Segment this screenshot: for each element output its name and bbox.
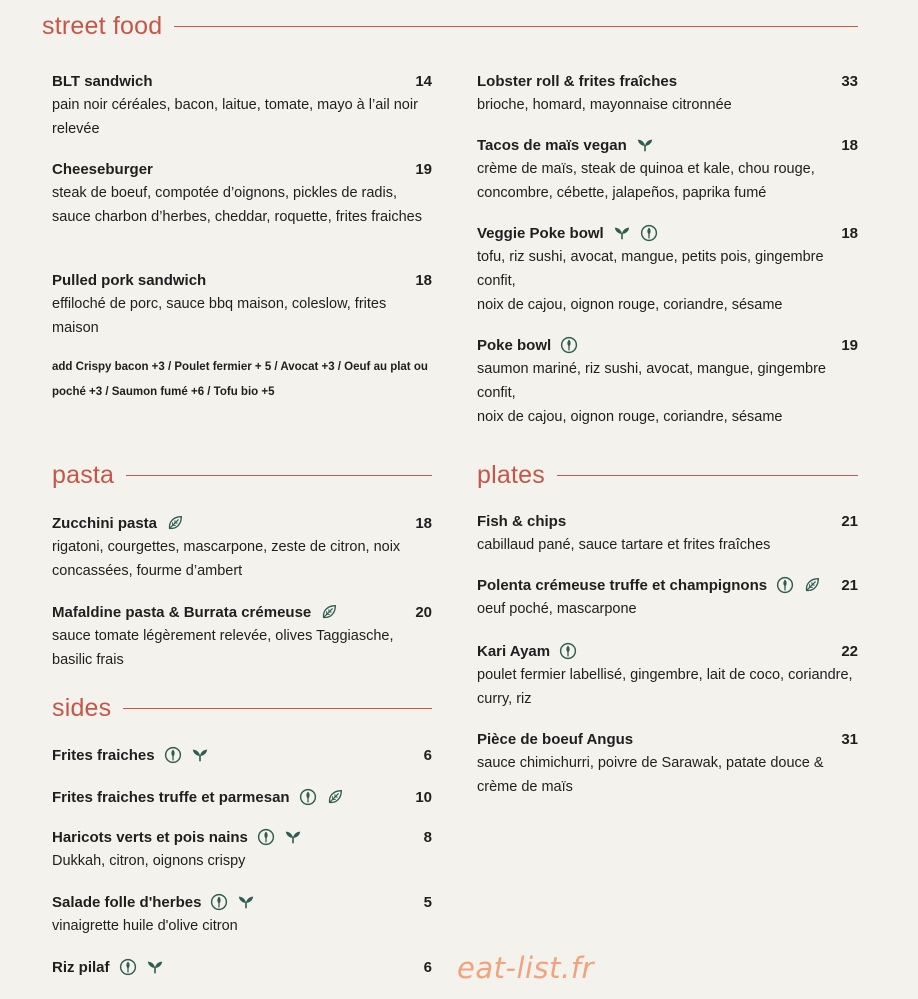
vegan-icon [613, 224, 631, 242]
menu-item [52, 826, 432, 873]
menu-item-name-text: BLT sandwich [52, 72, 153, 90]
menu-item-name-text: Mafaldine pasta & Burrata crémeuse [52, 603, 312, 621]
vegan-icon [636, 136, 654, 154]
menu-item-header [52, 891, 432, 913]
menu-item-name [52, 603, 338, 621]
menu-item-description: tofu, riz sushi, avocat, mangue, petits pois, gingembre confit, noix de cajou, oignon rouge, coriandre, sésame [477, 249, 824, 313]
menu-item [477, 574, 858, 621]
section-header [477, 459, 858, 491]
vegetarian-icon [320, 603, 338, 621]
menu-item-name-text: Riz pilaf [52, 958, 110, 976]
menu-item-name [477, 224, 658, 242]
menu-item-name [477, 336, 578, 354]
menu-item [477, 510, 858, 557]
menu-item-header [52, 269, 432, 291]
menu-item [52, 512, 432, 583]
gluten-free-icon [640, 224, 658, 242]
menu-item-header [477, 574, 858, 596]
menu-item-description: vinaigrette huile d'olive citron [52, 918, 238, 934]
menu-item-price: 31 [841, 730, 858, 748]
section-title: plates [477, 460, 545, 489]
section-title: sides [52, 693, 112, 722]
menu-item-header [52, 601, 432, 623]
menu-item-description: brioche, homard, mayonnaise citronnée [477, 97, 732, 113]
menu-item-name [477, 73, 677, 90]
menu-item-price: 18 [841, 224, 858, 242]
menu-item-header [52, 158, 432, 180]
gluten-free-icon [119, 958, 137, 976]
menu-item [52, 891, 432, 938]
gluten-free-icon [559, 642, 577, 660]
menu-item [477, 728, 858, 799]
menu-item-price: 19 [415, 160, 432, 178]
menu-item-price: 8 [423, 828, 432, 846]
menu-item [477, 640, 858, 711]
menu-item-description: sauce chimichurri, poivre de Sarawak, patate douce & crème de maïs [477, 755, 824, 795]
menu-item-name [52, 73, 153, 90]
menu-item-name [52, 828, 302, 846]
menu-item-price: 18 [415, 514, 432, 532]
menu-item-name-text: Poke bowl [477, 336, 552, 354]
watermark: eat-list.fr [457, 951, 594, 985]
section-sides [52, 692, 432, 724]
menu-item-header [52, 826, 432, 848]
menu-item-description: saumon mariné, riz sushi, avocat, mangue, gingembre confit, noix de cajou, oignon rouge, coriandre, sésame [477, 361, 826, 425]
menu-item-description: steak de boeuf, compotée d’oignons, pickles de radis, sauce charbon d’herbes, cheddar, roquette, frites fraiches [52, 185, 422, 225]
menu-item-name-text: Pièce de boeuf Angus [477, 730, 634, 748]
menu-item-header [52, 512, 432, 534]
section-divider [123, 708, 432, 709]
menu-item-name [52, 958, 164, 976]
menu-item-description: pain noir céréales, bacon, laitue, tomate, mayo à l’ail noir relevée [52, 97, 418, 137]
section-divider [557, 475, 858, 476]
menu-item-name-text: Veggie Poke bowl [477, 224, 604, 242]
menu-item-name-text: Zucchini pasta [52, 514, 158, 532]
menu-item-description: rigatoni, courgettes, mascarpone, zeste de citron, noix concassées, fourme d’ambert [52, 539, 401, 579]
menu-item-header [52, 786, 432, 808]
menu-item-description: effiloché de porc, sauce bbq maison, coleslow, frites maison [52, 296, 387, 336]
menu-item [52, 70, 432, 141]
menu-item-description: sauce tomate légèrement relevée, olives Taggiasche, basilic frais [52, 628, 394, 668]
menu-item-name-text: Kari Ayam [477, 642, 551, 660]
menu-item-price: 5 [423, 893, 432, 911]
menu-item [477, 70, 858, 117]
gluten-free-icon [560, 336, 578, 354]
section-header [52, 459, 432, 491]
vegetarian-icon [166, 514, 184, 532]
menu-item-name-text: Tacos de maïs vegan [477, 136, 627, 154]
section-divider [174, 26, 858, 27]
menu-item-header [477, 222, 858, 244]
menu-item-description: oeuf poché, mascarpone [477, 601, 637, 617]
menu-item [52, 956, 432, 978]
menu-item-name-text: Lobster roll & frites fraîches [477, 72, 678, 90]
menu-item-name [52, 746, 209, 764]
addon-note: add Crispy bacon +3 / Poulet fermier + 5 / Avocat +3 / Oeuf au plat ou poché +3 / Saumon fumé +6 / Tofu bio +5 [52, 361, 428, 398]
menu-item-price: 20 [415, 603, 432, 621]
menu-item-description: Dukkah, citron, oignons crispy [52, 853, 246, 869]
menu-item-name-text: Haricots verts et pois nains [52, 828, 248, 846]
menu-item-description: crème de maïs, steak de quinoa et kale, chou rouge, concombre, cébette, jalapeños, paprika fumé [477, 161, 815, 201]
gluten-free-icon [164, 746, 182, 764]
menu-item [477, 134, 858, 205]
gluten-free-icon [299, 788, 317, 806]
menu-item-name [477, 576, 821, 594]
gluten-free-icon [776, 576, 794, 594]
menu-item [52, 786, 432, 808]
menu-item-name-text: Fish & chips [477, 512, 567, 530]
menu-item [52, 269, 432, 340]
section-title: street food [42, 11, 163, 40]
vegan-icon [146, 958, 164, 976]
menu-item-name [477, 513, 566, 530]
menu-item-price: 22 [841, 642, 858, 660]
menu-item-description: cabillaud pané, sauce tartare et frites fraîches [477, 537, 771, 553]
menu-item-name-text: Pulled pork sandwich [52, 271, 207, 289]
menu-item-name-text: Polenta crémeuse truffe et champignons [477, 576, 768, 594]
gluten-free-icon [210, 893, 228, 911]
vegetarian-icon [803, 576, 821, 594]
menu-item-price: 6 [423, 958, 432, 976]
menu-item [477, 334, 858, 429]
section-plates [477, 459, 858, 491]
menu-item-name [52, 788, 344, 806]
menu-item-name [52, 893, 255, 911]
menu-item [52, 158, 432, 229]
menu-item [52, 601, 432, 672]
menu-item-name-text: Cheeseburger [52, 160, 153, 178]
menu-item [52, 744, 432, 766]
menu-item-name [477, 642, 577, 660]
section-header [42, 10, 858, 42]
menu-item-price: 19 [841, 336, 858, 354]
menu-item-price: 6 [423, 746, 432, 764]
menu-item-name [52, 161, 153, 178]
vegetarian-icon [326, 788, 344, 806]
menu-item-name [52, 272, 206, 289]
menu-item [477, 222, 858, 317]
menu-item-price: 18 [415, 271, 432, 289]
menu-item-header [52, 956, 432, 978]
menu-item-header [477, 510, 858, 532]
menu-item-price: 33 [841, 72, 858, 90]
section-divider [126, 475, 432, 476]
menu-item-header [52, 70, 432, 92]
menu-item-price: 14 [415, 72, 432, 90]
menu-item-name [52, 514, 184, 532]
menu-item-price: 10 [415, 788, 432, 806]
menu-item-header [52, 744, 432, 766]
menu-item-description: poulet fermier labellisé, gingembre, lait de coco, coriandre, curry, riz [477, 667, 853, 707]
menu-item-header [477, 70, 858, 92]
menu-item-price: 18 [841, 136, 858, 154]
menu-item-name-text: Salade folle d'herbes [52, 893, 202, 911]
vegan-icon [191, 746, 209, 764]
section-pasta [52, 459, 432, 491]
menu-item-name [477, 136, 654, 154]
menu-item-name-text: Frites fraiches [52, 746, 155, 764]
gluten-free-icon [257, 828, 275, 846]
section-title: pasta [52, 460, 115, 489]
section-header [52, 692, 432, 724]
menu-item-name-text: Frites fraiches truffe et parmesan [52, 788, 290, 806]
menu-item-name [477, 731, 633, 748]
vegan-icon [237, 893, 255, 911]
menu-item-header [477, 334, 858, 356]
menu-item-header [477, 640, 858, 662]
menu-item-header [477, 134, 858, 156]
vegan-icon [284, 828, 302, 846]
menu-item-header [477, 728, 858, 750]
section-street-food [42, 10, 858, 42]
menu-item-price: 21 [841, 576, 858, 594]
menu-item-price: 21 [841, 512, 858, 530]
